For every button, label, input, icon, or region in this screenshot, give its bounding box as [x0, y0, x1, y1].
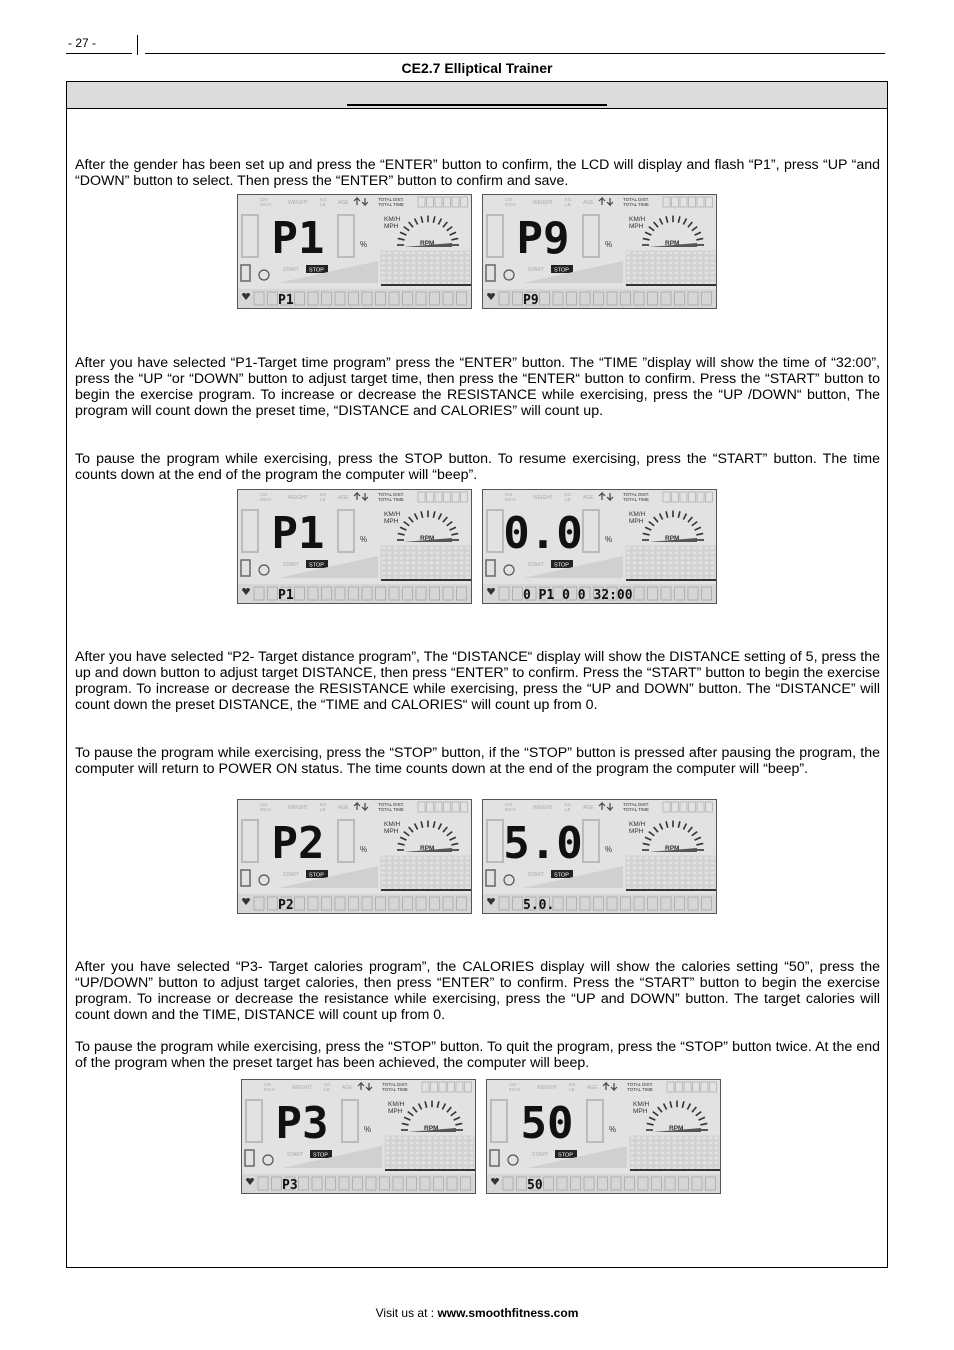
lcd-display-p1-program — [237, 489, 472, 604]
lcd-label-weight: WEIGHT — [533, 805, 553, 811]
lcd-label-mph: MPH — [629, 223, 644, 230]
lcd-label-start: START — [283, 872, 299, 878]
lcd-label-cm: CM — [260, 492, 267, 497]
lcd-label-inch: INCH — [260, 497, 271, 502]
lcd-main-value: P3 — [275, 1098, 329, 1149]
lcd-label-rpm: RPM — [665, 240, 680, 247]
lcd-top-digit — [435, 492, 442, 502]
lcd-top-digit — [680, 492, 687, 502]
lcd-label-kmh: KM/H — [384, 216, 401, 223]
lcd-label-percent: % — [360, 535, 368, 544]
lcd-label-mph: MPH — [384, 828, 399, 835]
up-down-arrows-icon — [354, 803, 368, 810]
document-title: CE2.7 Elliptical Trainer — [401, 60, 553, 76]
lcd-top-digit — [689, 492, 696, 502]
lcd-label-mph: MPH — [384, 518, 399, 525]
lcd-label-inch: INCH — [260, 807, 271, 812]
lcd-label-percent: % — [360, 240, 368, 249]
lcd-label-mph: MPH — [384, 223, 399, 230]
lcd-label-age: AGE — [583, 805, 594, 811]
lcd-top-digit — [667, 1082, 674, 1092]
lcd-label-inch: INCH — [260, 202, 271, 207]
lcd-label-stop: STOP — [554, 872, 569, 879]
lcd-top-digit — [672, 492, 679, 502]
resistance-grid — [385, 1136, 475, 1170]
lcd-label-total-time: TOTAL TIME — [378, 497, 404, 502]
lcd-main-value: P9 — [516, 213, 570, 264]
lcd-level-digit — [486, 560, 495, 576]
lcd-top-digit — [676, 1082, 683, 1092]
lcd-secondary-value: P3 — [282, 1178, 298, 1193]
section-header-bar — [67, 82, 887, 109]
lcd-label-total-dist: TOTAL DIST. — [378, 802, 405, 807]
lcd-top-digit — [706, 492, 713, 502]
lcd-label-rpm: RPM — [420, 240, 435, 247]
lcd-display-p9-select — [482, 194, 717, 309]
lcd-label-kg: KG — [565, 802, 572, 807]
lcd-label-inch: INCH — [505, 202, 516, 207]
lcd-main-value: P1 — [271, 508, 325, 559]
lcd-label-weight: WEIGHT — [537, 1085, 557, 1091]
paragraph-p1-time: After you have selected “P1-Target time program” press the “ENTER” button. The “TIME ”display will show the time of “32:00”, press the “UP “or “DOWN” button to adjust target time, then press the “ENTER“ button to confirm. Press the “START” button to begin the exercise program. To increase or decrease the RESISTANCE while exercising, press the “UP /DOWN“ button, The program will count down the preset time, “DISTANCE and CALORIES” will count up. — [75, 355, 880, 419]
lcd-label-lb: LB — [324, 1087, 330, 1092]
lcd-top-digit — [710, 1082, 717, 1092]
lcd-level-digit — [241, 560, 250, 576]
lcd-display-p3-calories — [486, 1079, 721, 1194]
lcd-label-total-dist: TOTAL DIST. — [378, 197, 405, 202]
header-divider — [137, 35, 138, 55]
lcd-ghost-digit — [491, 1100, 507, 1142]
lcd-label-total-dist: TOTAL DIST. — [623, 197, 650, 202]
resistance-grid — [626, 856, 716, 890]
lcd-ghost-digit — [583, 510, 599, 552]
lcd-display-p1-select — [237, 194, 472, 309]
lcd-ghost-digit — [583, 820, 599, 862]
lcd-label-kmh: KM/H — [629, 216, 646, 223]
lcd-top-digit — [418, 802, 425, 812]
lcd-top-digit — [435, 197, 442, 207]
lcd-top-digit — [672, 802, 679, 812]
lcd-secondary-value: 0 P1 0 0 32:00 — [523, 588, 633, 603]
lcd-ghost-digit — [487, 215, 503, 257]
lcd-label-start: START — [528, 267, 544, 273]
lcd-display-p3-program — [241, 1079, 476, 1194]
lcd-main-value: 5.0 — [503, 818, 583, 869]
lcd-label-kg: KG — [320, 197, 327, 202]
lcd-label-start: START — [532, 1152, 548, 1158]
lcd-ghost-digit — [583, 215, 599, 257]
lcd-label-weight: WEIGHT — [288, 495, 308, 501]
resistance-grid — [626, 251, 716, 285]
lcd-label-total-time: TOTAL TIME — [623, 497, 649, 502]
lcd-label-lb: LB — [565, 497, 571, 502]
footer — [0, 1306, 954, 1320]
up-down-arrows-icon — [354, 493, 368, 500]
lcd-level-digit — [245, 1150, 254, 1166]
lcd-label-total-dist: TOTAL DIST. — [627, 1082, 654, 1087]
lcd-top-digit — [706, 197, 713, 207]
lcd-label-total-time: TOTAL TIME — [382, 1087, 408, 1092]
lcd-label-cm: CM — [505, 802, 512, 807]
resistance-grid — [626, 546, 716, 580]
lcd-main-value: P1 — [271, 213, 325, 264]
resistance-grid — [381, 856, 471, 890]
lcd-level-digit — [486, 265, 495, 281]
lcd-level-digit — [486, 870, 495, 886]
lcd-label-inch: INCH — [505, 497, 516, 502]
paragraph-p3-pause: To pause the program while exercising, press the “STOP” button. To quit the program, press the “STOP” button twice. At the end of the program when the preset target has been achieved, the computer will beep. — [75, 1039, 880, 1071]
lcd-label-total-dist: TOTAL DIST. — [382, 1082, 409, 1087]
lcd-ghost-digit — [338, 215, 354, 257]
lcd-top-digit — [422, 1082, 429, 1092]
lcd-label-cm: CM — [509, 1082, 516, 1087]
lcd-level-digit — [490, 1150, 499, 1166]
lcd-top-digit — [697, 197, 704, 207]
lcd-top-digit — [697, 492, 704, 502]
lcd-label-rpm: RPM — [424, 1125, 439, 1132]
up-down-arrows-icon — [599, 803, 613, 810]
lcd-ghost-digit — [242, 820, 258, 862]
lcd-top-digit — [439, 1082, 446, 1092]
lcd-label-age: AGE — [338, 200, 349, 206]
lcd-top-digit — [427, 197, 434, 207]
lcd-label-age: AGE — [583, 495, 594, 501]
lcd-top-digit — [435, 802, 442, 812]
lcd-main-value: P2 — [271, 818, 325, 869]
lcd-label-lb: LB — [320, 202, 326, 207]
lcd-top-digit — [452, 197, 459, 207]
lcd-label-kmh: KM/H — [629, 511, 646, 518]
lcd-label-cm: CM — [260, 197, 267, 202]
lcd-label-cm: CM — [260, 802, 267, 807]
lcd-label-stop: STOP — [313, 1152, 328, 1159]
lcd-label-percent: % — [609, 1125, 617, 1134]
paragraph-p2-distance: After you have selected “P2- Target distance program”, The “DISTANCE“ display will show the DISTANCE setting of 5, press the up and down button to adjust target DISTANCE, then press “ENTER” to confirm. Press the “START” button to begin the exercise program. To increase or decrease the RESISTANCE while exercising, press the “UP and DOWN” button. The “DISTANCE” will count down the preset DISTANCE, the “TIME and CALORIES“ will count up from 0. — [75, 649, 880, 713]
lcd-label-mph: MPH — [388, 1108, 403, 1115]
paragraph-gender-setup: After the gender has been set up and press the “ENTER” button to confirm, the LCD will display and flash “P1”, press “UP “and “DOWN” button to select. Then press the “ENTER” button to confirm and save. — [75, 157, 880, 189]
lcd-top-digit — [444, 492, 451, 502]
lcd-label-kmh: KM/H — [384, 511, 401, 518]
lcd-label-lb: LB — [565, 807, 571, 812]
lcd-label-percent: % — [605, 845, 613, 854]
footer-url: www.smoothfitness.com — [437, 1306, 579, 1320]
lcd-label-stop: STOP — [309, 872, 324, 879]
lcd-label-percent: % — [360, 845, 368, 854]
lcd-label-start: START — [528, 562, 544, 568]
lcd-label-mph: MPH — [629, 518, 644, 525]
lcd-label-rpm: RPM — [420, 845, 435, 852]
lcd-secondary-value: P9 — [523, 293, 539, 308]
lcd-ghost-digit — [242, 215, 258, 257]
lcd-label-kmh: KM/H — [384, 821, 401, 828]
lcd-main-value: 0.0 — [503, 508, 583, 559]
lcd-top-digit — [427, 802, 434, 812]
lcd-main-value: 50 — [520, 1098, 574, 1149]
lcd-label-kg: KG — [320, 802, 327, 807]
lcd-top-digit — [689, 802, 696, 812]
cyclist-icon — [259, 565, 269, 575]
lcd-secondary-value: P1 — [278, 588, 294, 603]
lcd-label-mph: MPH — [633, 1108, 648, 1115]
lcd-label-lb: LB — [320, 807, 326, 812]
cyclist-icon — [259, 875, 269, 885]
lcd-label-cm: CM — [505, 492, 512, 497]
lcd-top-digit — [672, 197, 679, 207]
cyclist-icon — [504, 270, 514, 280]
lcd-label-start: START — [528, 872, 544, 878]
section-header-underline — [347, 104, 607, 106]
cyclist-icon — [504, 875, 514, 885]
up-down-arrows-icon — [599, 493, 613, 500]
lcd-label-inch: INCH — [509, 1087, 520, 1092]
lcd-label-total-dist: TOTAL DIST. — [378, 492, 405, 497]
lcd-secondary-value: 50 — [527, 1178, 543, 1193]
lcd-label-inch: INCH — [505, 807, 516, 812]
lcd-label-rpm: RPM — [665, 535, 680, 542]
lcd-label-total-time: TOTAL TIME — [378, 807, 404, 812]
lcd-label-stop: STOP — [554, 562, 569, 569]
lcd-top-digit — [452, 492, 459, 502]
cyclist-icon — [259, 270, 269, 280]
lcd-label-rpm: RPM — [669, 1125, 684, 1132]
lcd-label-start: START — [287, 1152, 303, 1158]
lcd-display-p2-program — [237, 799, 472, 914]
lcd-label-rpm: RPM — [665, 845, 680, 852]
lcd-label-percent: % — [605, 535, 613, 544]
header-rule-right — [145, 53, 885, 54]
lcd-top-digit — [680, 197, 687, 207]
cyclist-icon — [263, 1155, 273, 1165]
lcd-label-percent: % — [364, 1125, 372, 1134]
lcd-label-age: AGE — [587, 1085, 598, 1091]
lcd-label-total-dist: TOTAL DIST. — [623, 492, 650, 497]
cyclist-icon — [508, 1155, 518, 1165]
lcd-label-mph: MPH — [629, 828, 644, 835]
lcd-top-digit — [693, 1082, 700, 1092]
lcd-secondary-value: P2 — [278, 898, 294, 913]
footer-prefix: Visit us at : — [375, 1306, 435, 1320]
lcd-label-start: START — [283, 562, 299, 568]
lcd-top-digit — [663, 197, 670, 207]
lcd-label-lb: LB — [320, 497, 326, 502]
resistance-grid — [381, 251, 471, 285]
lcd-display-p2-distance — [482, 799, 717, 914]
cyclist-icon — [504, 565, 514, 575]
lcd-label-weight: WEIGHT — [533, 495, 553, 501]
lcd-ghost-digit — [338, 820, 354, 862]
lcd-top-digit — [701, 1082, 708, 1092]
lcd-label-kmh: KM/H — [388, 1101, 405, 1108]
up-down-arrows-icon — [354, 198, 368, 205]
lcd-top-digit — [427, 492, 434, 502]
lcd-top-digit — [461, 802, 468, 812]
lcd-label-age: AGE — [583, 200, 594, 206]
lcd-top-digit — [680, 802, 687, 812]
lcd-label-stop: STOP — [558, 1152, 573, 1159]
lcd-label-stop: STOP — [554, 267, 569, 274]
lcd-ghost-digit — [242, 510, 258, 552]
lcd-level-digit — [241, 870, 250, 886]
lcd-label-cm: CM — [264, 1082, 271, 1087]
lcd-label-age: AGE — [342, 1085, 353, 1091]
lcd-label-rpm: RPM — [420, 535, 435, 542]
lcd-label-kmh: KM/H — [633, 1101, 650, 1108]
lcd-top-digit — [697, 802, 704, 812]
lcd-top-digit — [663, 492, 670, 502]
lcd-label-kg: KG — [320, 492, 327, 497]
lcd-top-digit — [452, 802, 459, 812]
lcd-ghost-digit — [342, 1100, 358, 1142]
up-down-arrows-icon — [358, 1083, 372, 1090]
lcd-top-digit — [461, 492, 468, 502]
lcd-label-age: AGE — [338, 495, 349, 501]
lcd-label-weight: WEIGHT — [292, 1085, 312, 1091]
lcd-label-total-dist: TOTAL DIST. — [623, 802, 650, 807]
up-down-arrows-icon — [599, 198, 613, 205]
lcd-top-digit — [418, 492, 425, 502]
lcd-top-digit — [431, 1082, 438, 1092]
up-down-arrows-icon — [603, 1083, 617, 1090]
header-rule-left — [66, 53, 132, 54]
lcd-label-inch: INCH — [264, 1087, 275, 1092]
lcd-label-cm: CM — [505, 197, 512, 202]
lcd-top-digit — [465, 1082, 472, 1092]
lcd-ghost-digit — [338, 510, 354, 552]
lcd-label-lb: LB — [565, 202, 571, 207]
lcd-label-weight: WEIGHT — [288, 805, 308, 811]
lcd-label-total-time: TOTAL TIME — [627, 1087, 653, 1092]
lcd-label-percent: % — [605, 240, 613, 249]
lcd-label-start: START — [283, 267, 299, 273]
lcd-level-digit — [241, 265, 250, 281]
lcd-label-kmh: KM/H — [629, 821, 646, 828]
page-number: - 27 - — [68, 36, 97, 50]
lcd-ghost-digit — [487, 820, 503, 862]
lcd-label-stop: STOP — [309, 267, 324, 274]
resistance-grid — [381, 546, 471, 580]
lcd-label-kg: KG — [569, 1082, 576, 1087]
lcd-label-total-time: TOTAL TIME — [623, 202, 649, 207]
lcd-label-kg: KG — [565, 492, 572, 497]
lcd-secondary-value: 5.0. — [523, 898, 555, 913]
lcd-top-digit — [663, 802, 670, 812]
lcd-ghost-digit — [246, 1100, 262, 1142]
lcd-label-kg: KG — [565, 197, 572, 202]
lcd-label-weight: WEIGHT — [533, 200, 553, 206]
lcd-label-total-time: TOTAL TIME — [378, 202, 404, 207]
paragraph-p1-pause: To pause the program while exercising, press the STOP button. To resume exercising, press the “START” button. The time counts down at the end of the program the computer will “beep”. — [75, 451, 880, 483]
lcd-secondary-value: P1 — [278, 293, 294, 308]
lcd-label-stop: STOP — [309, 562, 324, 569]
resistance-grid — [630, 1136, 720, 1170]
lcd-top-digit — [456, 1082, 463, 1092]
lcd-top-digit — [444, 802, 451, 812]
lcd-top-digit — [418, 197, 425, 207]
lcd-top-digit — [461, 197, 468, 207]
lcd-display-p1-time — [482, 489, 717, 604]
paragraph-p2-pause: To pause the program while exercising, press the “STOP” button, if the “STOP” button is pressed after pausing the program, the computer will return to POWER ON status. The time counts down at the end of the program the computer will “beep”. — [75, 745, 880, 777]
lcd-label-total-time: TOTAL TIME — [623, 807, 649, 812]
lcd-label-weight: WEIGHT — [288, 200, 308, 206]
lcd-label-age: AGE — [338, 805, 349, 811]
lcd-ghost-digit — [487, 510, 503, 552]
paragraph-p3-calories: After you have selected “P3- Target calories program”, the CALORIES display will show the calories setting “50”, press the “UP/DOWN” button to adjust target calories, then press “ENTER” to confirm. Press the “START” button to begin the exercise program. To increase or decrease the resistance while exercising, press the “UP and DOWN” button. The target calories will count down and the TIME, DISTANCE will count up from 0. — [75, 959, 880, 1023]
lcd-top-digit — [448, 1082, 455, 1092]
lcd-label-kg: KG — [324, 1082, 331, 1087]
lcd-label-lb: LB — [569, 1087, 575, 1092]
lcd-top-digit — [684, 1082, 691, 1092]
lcd-top-digit — [689, 197, 696, 207]
lcd-top-digit — [444, 197, 451, 207]
lcd-top-digit — [706, 802, 713, 812]
lcd-ghost-digit — [587, 1100, 603, 1142]
